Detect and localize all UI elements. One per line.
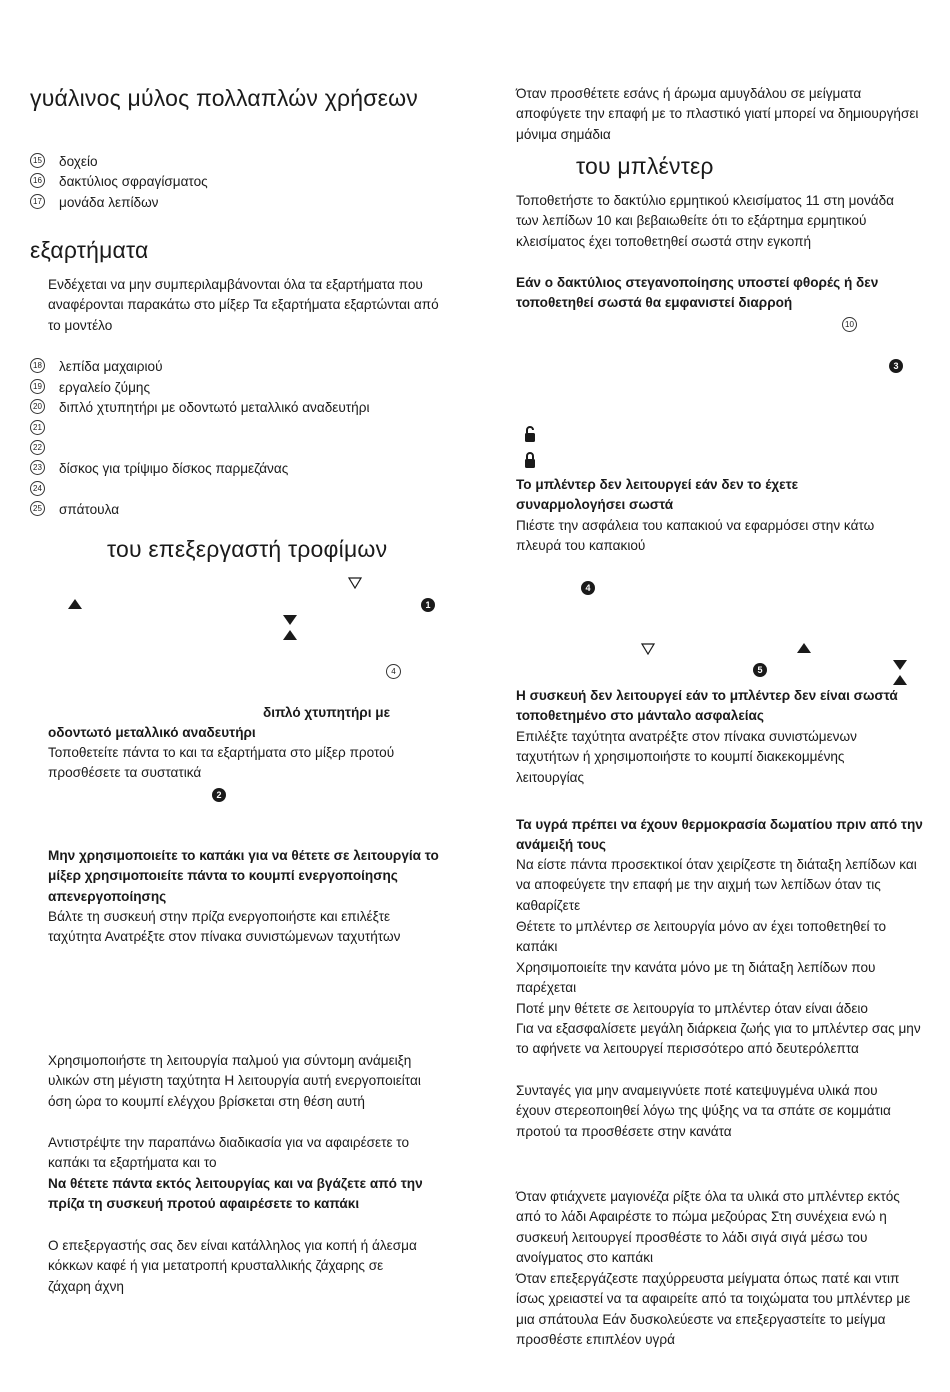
- tip: Χρησιμοποιείτε την κανάτα μόνο με τη διάταξη λεπίδων που παρέχεται: [516, 960, 876, 996]
- lid-warning: Μην χρησιμοποιείτε το καπάκι για να θέτετε σε λειτουργία το μίξερ χρησιμοποιείτε πάντα το κουμπί ενεργοποίησης απενεργοποίησης: [48, 848, 439, 904]
- tip: Θέτετε το μπλέντερ σε λειτουργία μόνο αν έχει τοποθετηθεί το καπάκι: [516, 919, 887, 955]
- list-item: [30, 459, 288, 479]
- part-label: διπλό χτυπητήρι με οδοντωτό μεταλλικό αναδευτήρι: [59, 400, 370, 415]
- seal-warning: Εάν ο δακτύλιος στεγανοποίησης υποστεί φθορές ή δεν τοποθετηθεί σωστά θα εμφανιστεί διαρροή: [516, 275, 879, 311]
- triangle-up-icon: [283, 630, 297, 640]
- dual-whisk-bold-cont: οδοντωτό μεταλλικό αναδευτήρι: [48, 725, 256, 740]
- processor-title: του επεξεργαστή τροφίμων: [107, 536, 388, 562]
- accessories-intro: Ενδέχεται να μην συμπεριλαμβάνονται όλα τα εξαρτήματα που αναφέρονται παρακάτω στο μίξερ Τα εξαρτήματα εξαρτώνται από το μοντέλο: [48, 277, 439, 333]
- part-number: 24: [30, 481, 45, 496]
- part-marker-outline: 10: [842, 317, 857, 332]
- mayo-tip: Όταν φτιάχνετε μαγιονέζα ρίξτε όλα τα υλικά στο μπλέντερ εκτός από το λάδι Αφαιρέστε το πώμα μεζούρας Στη συνέχεια ενώ η συσκευή λειτουργεί προσθέστε το λάδι σιγά σιγά μέσω του ανοίγματος στο καπάκι: [516, 1189, 900, 1266]
- interlock-warning: Η συσκευή δεν λειτουργεί εάν το μπλέντερ δεν είναι σωστά τοποθετημένο στο μάνταλο ασφαλείας: [516, 688, 898, 724]
- part-number: 17: [30, 194, 45, 209]
- part-number: 15: [30, 153, 45, 168]
- accessories-title: εξαρτήματα: [30, 237, 149, 263]
- speed-instruction: Επιλέξτε ταχύτητα ανατρέξτε στον πίνακα συνιστώμενων ταχυτήτων ή χρησιμοποιήστε το κουμπί διακεκομμένης λειτουργίας: [516, 729, 857, 785]
- list-item: [30, 378, 150, 398]
- list-item: [30, 500, 119, 520]
- list-item: [30, 419, 59, 439]
- triangle-up-icon: [68, 599, 82, 609]
- dual-whisk-bold: διπλό χτυπητήρι με: [263, 705, 391, 720]
- assembly-warning: Το μπλέντερ δεν λειτουργεί εάν δεν το έχετε συναρμολογήσει σωστά: [516, 477, 799, 513]
- triangle-down-outline-icon: [641, 643, 655, 655]
- step-marker-outline: 4: [386, 664, 401, 679]
- part-number: 20: [30, 399, 45, 414]
- triangle-up-icon: [893, 675, 907, 685]
- part-label: σπάτουλα: [59, 502, 120, 517]
- list-item: [30, 439, 59, 459]
- lock-icon: [523, 451, 537, 469]
- list-item: [30, 172, 208, 192]
- part-label: δίσκος για τρίψιμο δίσκος παρμεζάνας: [59, 461, 289, 476]
- triangle-down-outline-icon: [348, 577, 362, 589]
- almond-note: Όταν προσθέτετε εσάνς ή άρωμα αμυγδάλου σε μείγματα αποφύγετε την επαφή με το πλαστικό γιατί μπορεί να δημιουργήσει μόνιμα σημάδια: [516, 86, 919, 142]
- part-label: δακτύλιος σφραγίσματος: [59, 174, 208, 189]
- triangle-up-icon: [797, 643, 811, 653]
- liquids-warning: Τα υγρά πρέπει να έχουν θερμοκρασία δωματίου πριν από την ανάμειξή τους: [516, 817, 923, 853]
- list-item: [30, 480, 59, 500]
- list-item: [30, 193, 158, 213]
- unlock-icon: [523, 425, 537, 443]
- step-marker: 4: [581, 581, 595, 595]
- list-item: [30, 152, 98, 172]
- coffee-note: Ο επεξεργαστής σας δεν είναι κατάλληλος για κοπή ή άλεσμα κόκκων καφέ ή για μετατροπή κρυσταλλικής ζάχαρης σε ζάχαρη άχνη: [48, 1238, 417, 1294]
- step-marker: 2: [212, 788, 226, 802]
- seal-instruction: Τοποθετήστε το δακτύλιο ερμητικού κλεισίματος 11 στη μονάδα των λεπίδων 10 και βεβαιωθείτε ότι το εξάρτημα ερμητικού κλεισίματος έχει τοποθετηθεί σωστά στην εγκοπή: [516, 193, 895, 249]
- part-number: 25: [30, 501, 45, 516]
- press-instruction: Πιέστε την ασφάλεια του καπακιού να εφαρμόσει στην κάτω πλευρά του καπακιού: [516, 518, 875, 554]
- triangle-down-icon: [283, 615, 297, 625]
- blender-title: του μπλέντερ: [576, 153, 714, 179]
- part-number: 16: [30, 173, 45, 188]
- mill-title: γυάλινος μύλος πολλαπλών χρήσεων: [30, 85, 418, 111]
- fit-instruction: Τοποθετείτε πάντα το και τα εξαρτήματα στο μίξερ προτού προσθέσετε τα συστατικά: [48, 745, 395, 781]
- part-number: 18: [30, 358, 45, 373]
- list-item: [30, 398, 369, 418]
- part-number: 22: [30, 440, 45, 455]
- part-label: λεπίδα μαχαιριού: [59, 359, 163, 374]
- tip: Ποτέ μην θέτετε σε λειτουργία το μπλέντερ όταν είναι άδειο: [516, 1001, 868, 1016]
- part-label: εργαλείο ζύμης: [59, 380, 151, 395]
- reverse-instruction: Αντιστρέψτε την παραπάνω διαδικασία για να αφαιρέσετε το καπάκι τα εξαρτήματα και το: [48, 1135, 410, 1171]
- tip: Για να εξασφαλίσετε μεγάλη διάρκεια ζωής για το μπλέντερ σας μην το αφήνετε να λειτουργεί περισσότερο από δευτερόλεπτα: [516, 1021, 921, 1057]
- list-item: [30, 357, 163, 377]
- step-marker: 5: [753, 663, 767, 677]
- tip: Να είστε πάντα προσεκτικοί όταν χειρίζεστε τη διάταξη λεπίδων και να αποφεύγετε την επαφή με την αιχμή των λεπίδων όταν τις καθαρίζετε: [516, 857, 917, 913]
- part-label: μονάδα λεπίδων: [59, 195, 159, 210]
- thick-mix-tip: Όταν επεξεργάζεστε παχύρρευστα μείγματα όπως πατέ και ντιπ ίσως χρειαστεί να τα αφαιρείτε από τα τοιχώματα του μπλέντερ με μια σπάτουλα Εάν δυσκολεύεστε να επεξεργαστείτε το μείγμα προσθέστε επιπλέον υγρά: [516, 1271, 911, 1348]
- plug-instruction: Βάλτε τη συσκευή στην πρίζα ενεργοποιήστε και επιλέξτε ταχύτητα Ανατρέξτε στον πίνακα συνιστώμενων ταχυτήτων: [48, 909, 401, 945]
- part-number: 19: [30, 379, 45, 394]
- part-number: 23: [30, 460, 45, 475]
- triangle-down-icon: [893, 660, 907, 670]
- step-marker: 1: [421, 598, 435, 612]
- step-marker: 3: [889, 359, 903, 373]
- tip: Συνταγές για μην αναμειγνύετε ποτέ κατεψυγμένα υλικά που έχουν στερεοποιηθεί λόγω της ψύξης να τα σπάτε σε κομμάτια προτού τα προσθέσετε στην κανάτα: [516, 1083, 891, 1139]
- unplug-warning: Να θέτετε πάντα εκτός λειτουργίας και να βγάζετε από την πρίζα τη συσκευή προτού αφαιρέσετε το καπάκι: [48, 1176, 423, 1212]
- pulse-instruction: Χρησιμοποιήστε τη λειτουργία παλμού για σύντομη ανάμειξη υλικών στη μέγιστη ταχύτητα Η λειτουργία αυτή ενεργοποιείται όση ώρα το κουμπί ελέγχου βρίσκεται στη θέση αυτή: [48, 1053, 421, 1109]
- part-label: δοχείο: [59, 154, 98, 169]
- part-number: 21: [30, 420, 45, 435]
